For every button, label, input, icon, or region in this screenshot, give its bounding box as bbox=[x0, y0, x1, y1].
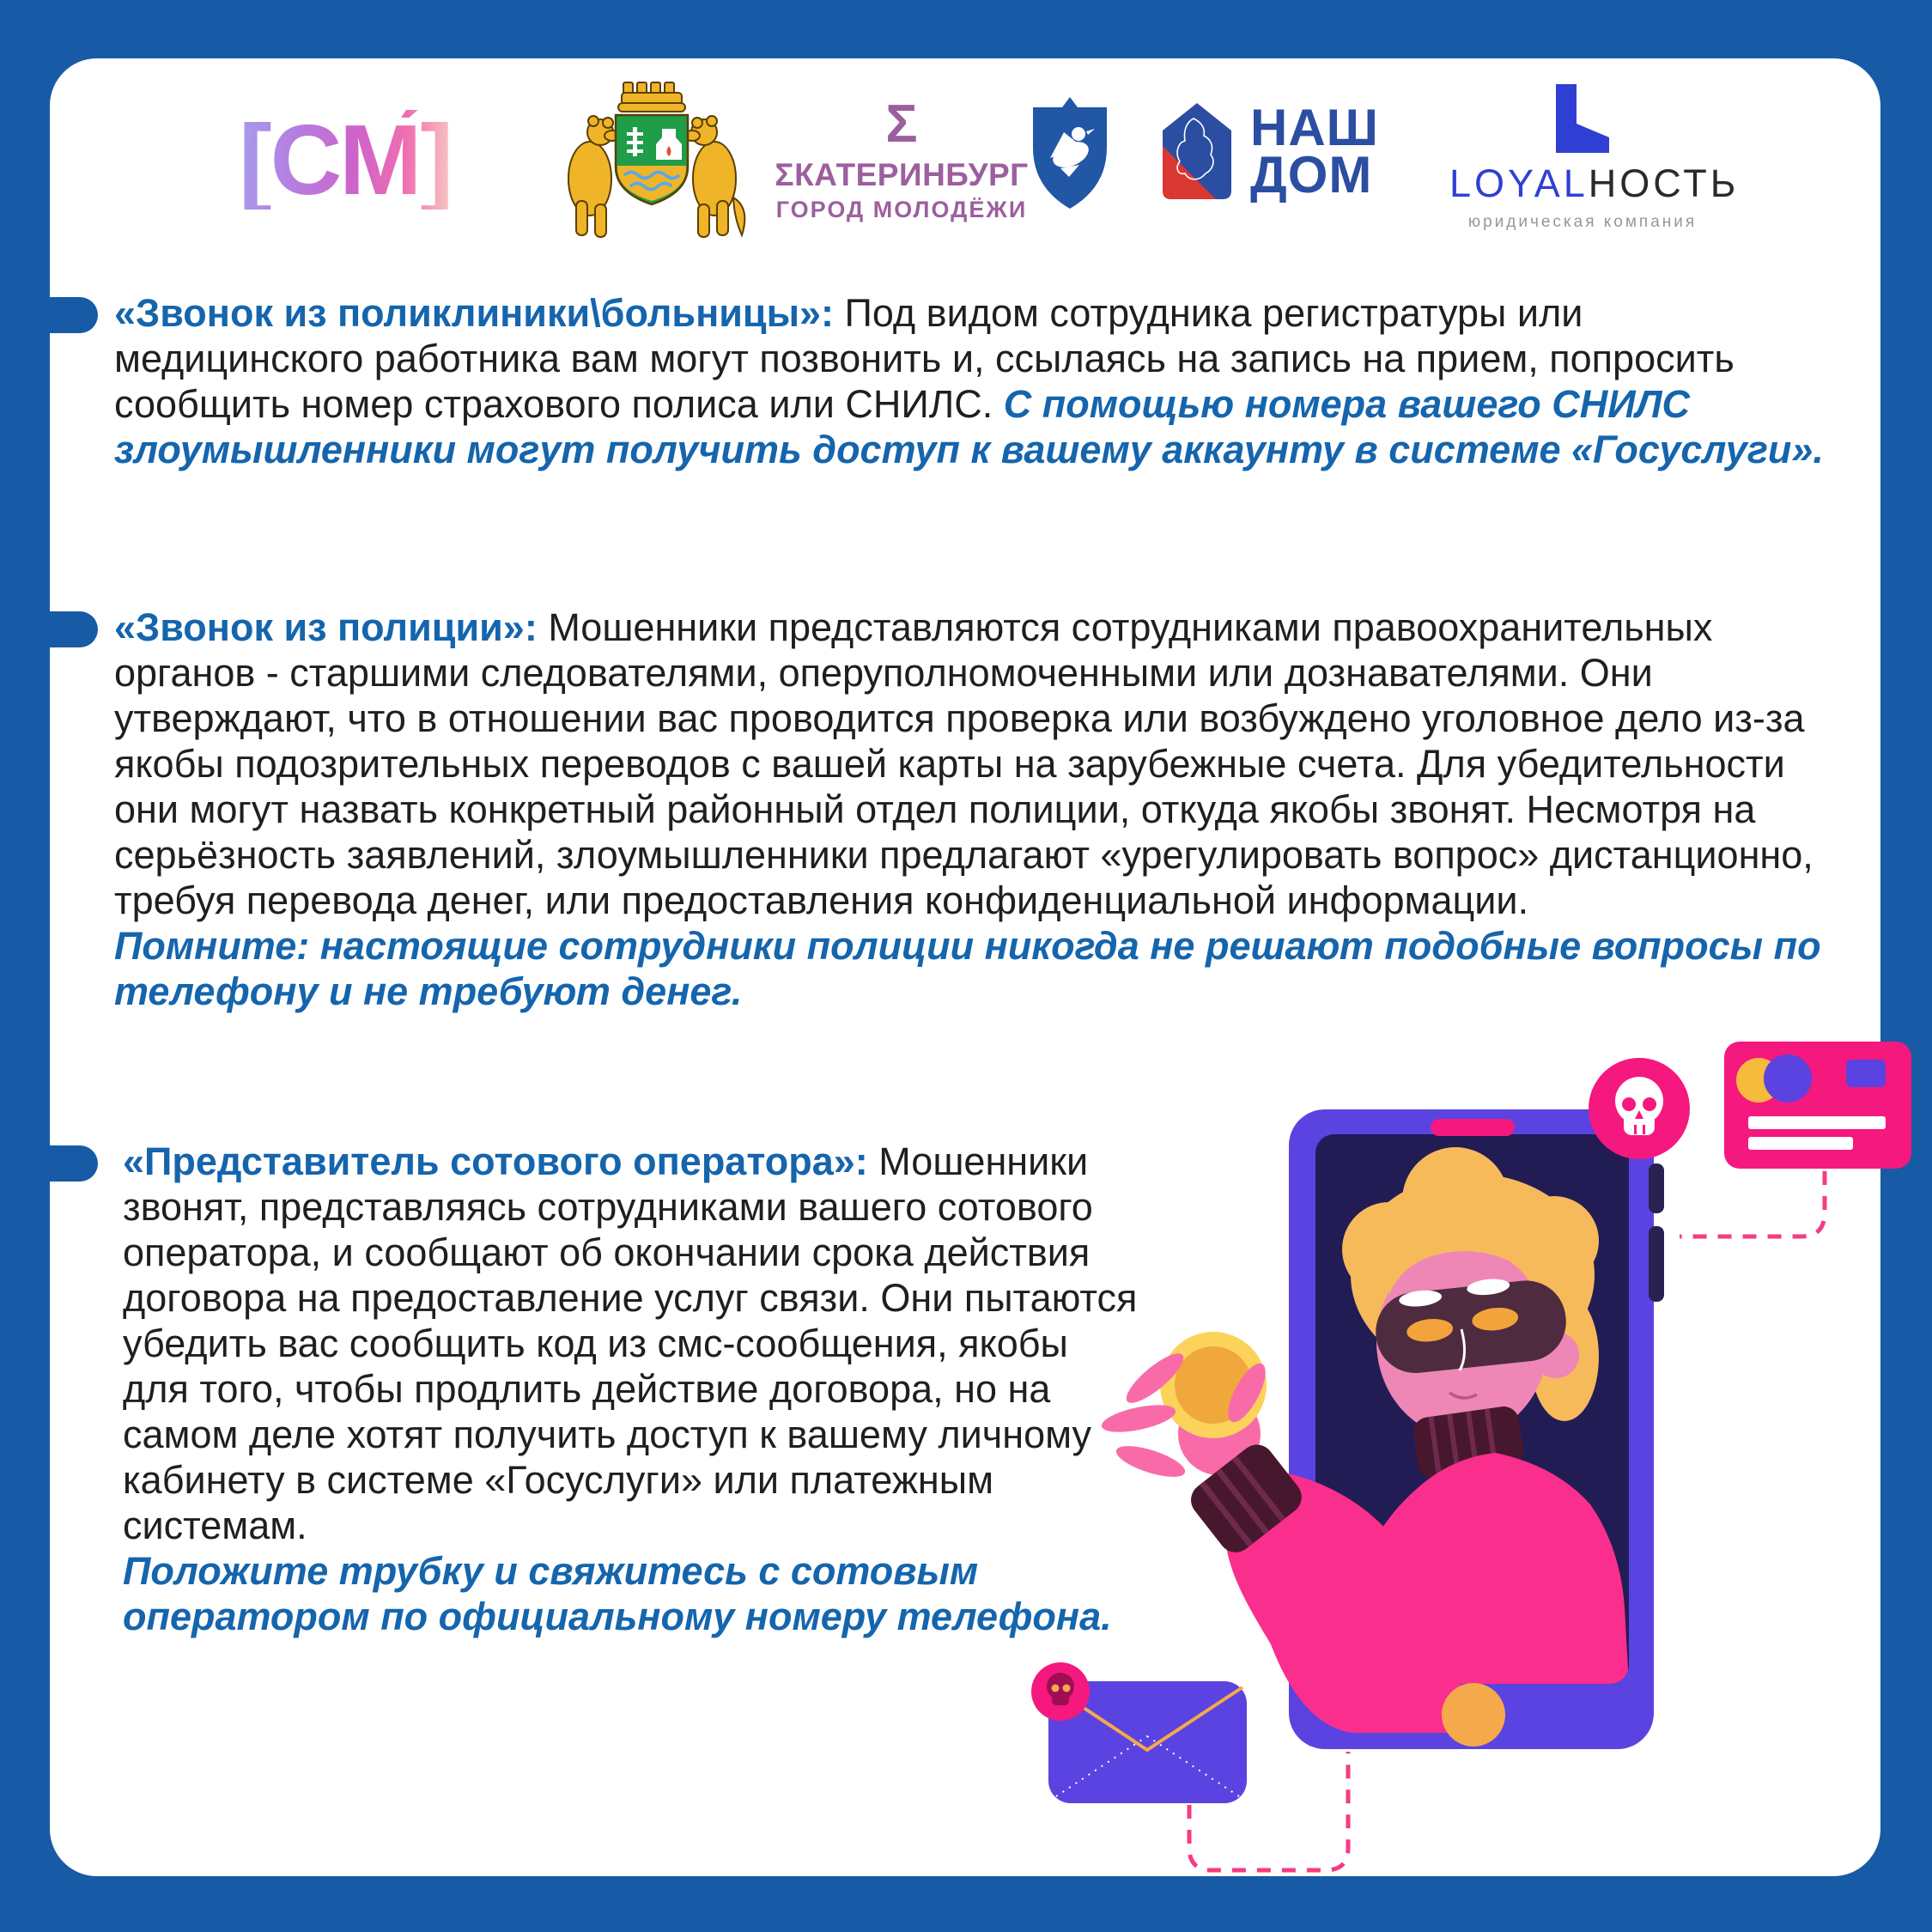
loyalnost-logo: LOYALНОСТЬ юридическая компания bbox=[1449, 84, 1716, 232]
shield-dove-icon bbox=[1026, 94, 1114, 211]
scam-block-police: «Звонок из полиции»: Мошенники представляются сотрудниками правоохранительных органов - старшими следователями, оперуполномоченными или дознавателями. Они утверждают, что в отношении вас проводится проверка или возбуждено уголовное дело из-за якобы подозрительных переводов с вашей карты на зарубежные счета. Для убедительности они могут назвать конкретный районный отдел полиции, откуда якобы звонят. Несмотря на серьёзность заявлений, злоумышленники предлагают «урегулировать вопрос» дистанционно, требуя перевода денег, или предоставления конфиденциальной информации. Помните: настоящие сотрудники полиции никогда не решают подобные вопросы по телефону и не требуют денег. bbox=[114, 605, 1821, 1013]
home-button-icon bbox=[1442, 1683, 1505, 1747]
sm-logo: [СМ́] bbox=[239, 104, 453, 216]
bullet-marker bbox=[50, 297, 98, 333]
envelope-icon bbox=[1031, 1662, 1247, 1803]
skull-badge-icon bbox=[1589, 1058, 1690, 1159]
bullet-marker bbox=[50, 1145, 98, 1182]
scam-block-operator: «Представитель сотового оператора»: Мошенники звонят, представляясь сотрудниками вашего сотового оператора, и сообщают об окончании срока действия договора на предоставление услуг связи. Они пытаются убедить вас сообщить код из смс-сообщения, якобы для того, чтобы продлить действие договора, но на самом деле хотят получить доступ к вашему личному кабинету в системе «Госуслуги» или платежным системам. Положите трубку и свяжитесь с сотовым оператором по официальному номеру телефона. bbox=[123, 1139, 1138, 1638]
scammer-illustration bbox=[987, 987, 1932, 1876]
scam-block-clinic: «Звонок из поликлиники\больницы»: Под видом сотрудника регистратуры или медицинского работника вам могут позвонить и, ссылаясь на запись на прием, попросить сообщить номер страхового полиса или СНИЛС. С помощью номера вашего СНИЛС злоумышленники могут получить доступ к вашему аккаунту в системе «Госуслуги». bbox=[114, 291, 1824, 471]
yekaterinburg-coat-of-arms-icon bbox=[551, 79, 753, 242]
ekaterinburg-city-of-youth-logo: Σ ΣКАТЕРИНБУРГ ГОРОД МОЛОДЁЖИ bbox=[773, 100, 1030, 223]
sigma-icon: Σ bbox=[885, 94, 918, 154]
dashed-connector bbox=[1680, 1171, 1825, 1236]
house-region-icon bbox=[1161, 101, 1233, 201]
credit-card-icon bbox=[1724, 1042, 1911, 1169]
bullet-marker bbox=[50, 611, 98, 647]
nash-dom-logo: НАШ ДОМ bbox=[1161, 101, 1379, 201]
letter-l-icon bbox=[1556, 84, 1609, 153]
